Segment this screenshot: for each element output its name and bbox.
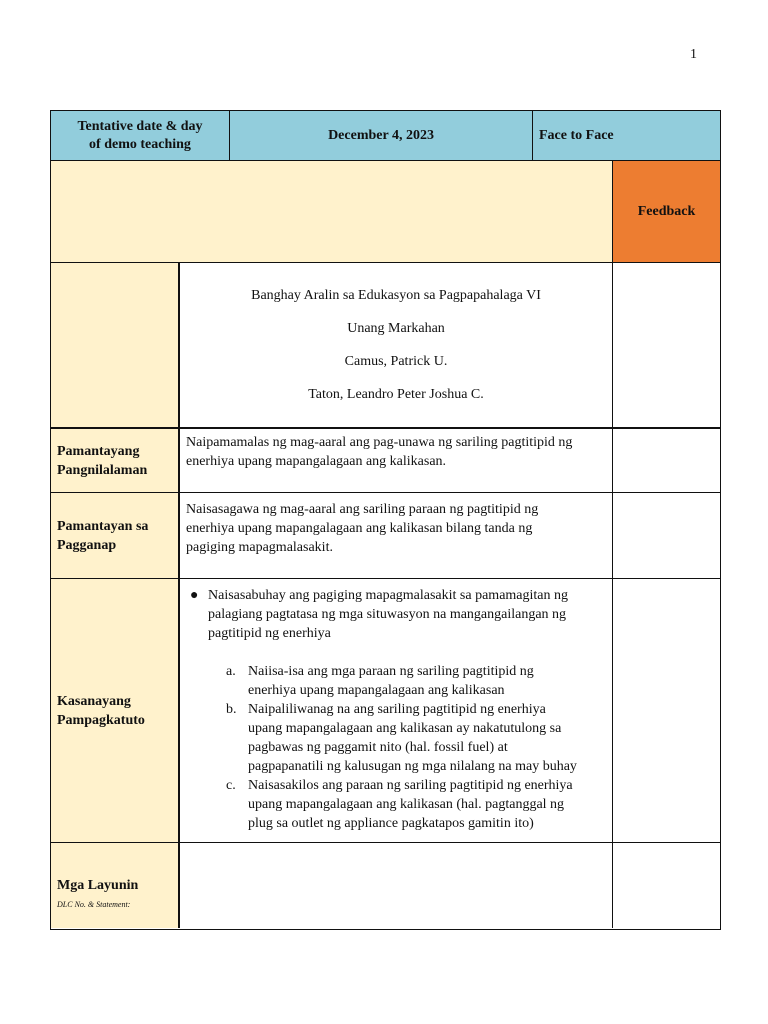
text-line: enerhiya upang mapangalagaan ang kalikasan: [248, 683, 505, 698]
sub-item-b: [186, 700, 606, 776]
feedback-cell: [612, 429, 720, 492]
bullet-icon: ●: [190, 588, 199, 603]
feedback-cell: [612, 493, 720, 578]
label-line: Pamantayan sa: [57, 518, 149, 534]
dlc-note: DLC No. & Statement:: [57, 900, 131, 909]
objectives-row: [51, 842, 720, 928]
item-letter: c.: [226, 778, 236, 793]
text-line: Naiisa-isa ang mga paraan ng sariling pagtitipid ng: [248, 664, 534, 679]
content-standard-label: [51, 429, 180, 492]
objectives-label: [51, 843, 180, 928]
lesson-plan-table: [50, 161, 721, 930]
author-1: Camus, Patrick U.: [344, 354, 448, 369]
demo-mode: Face to Face: [539, 127, 614, 143]
text-line: Naisasakilos ang paraan ng sariling pagtitipid ng enerhiya: [248, 778, 573, 793]
content-standard-text: [180, 429, 612, 492]
title-label-cell: [51, 263, 180, 427]
title-row: [51, 262, 720, 427]
learning-competency-row: [51, 578, 720, 842]
text-line: pagtitipid ng enerhiya: [208, 626, 331, 641]
label-line: Pagganap: [57, 537, 117, 553]
feedback-header: Feedback: [612, 161, 720, 262]
item-letter: b.: [226, 702, 237, 717]
header-row: [50, 110, 721, 161]
sub-item-c: [186, 776, 606, 833]
text-line: palagiang pagtatasa ng mga situwasyon na mangangailangan ng: [208, 607, 567, 622]
text-line: Naisasabuhay ang pagiging mapagmalasakit sa pamamagitan ng: [208, 588, 569, 603]
sub-item-a: [186, 662, 606, 700]
label-line: Pangnilalaman: [57, 462, 148, 478]
text-line: enerhiya upang mapangalagaan ang kalikasan.: [186, 454, 447, 469]
objectives-content: [180, 843, 612, 928]
feedback-header-row: [51, 161, 720, 262]
competency-bullet: [186, 586, 606, 643]
performance-standard-row: [51, 492, 720, 578]
text-line: plug sa outlet ng appliance pagkatapos gamitin ito): [248, 816, 534, 831]
lesson-title: Banghay Aralin sa Edukasyon sa Pagpapahalaga VI: [251, 288, 541, 303]
text-line: Naipamamalas ng mag-aaral ang pag-unawa ng sariling pagtitipid ng: [186, 435, 573, 450]
label-line: Mga Layunin: [57, 878, 139, 893]
text-line: enerhiya upang mapangalagaan ang kalikasan bilang tanda ng: [186, 521, 533, 536]
text-line: upang mapangalagaan ang kalikasan (hal. pagtanggal ng: [248, 797, 565, 812]
author-2: Taton, Leandro Peter Joshua C.: [308, 387, 484, 402]
date-label-line2: of demo teaching: [89, 136, 191, 152]
demo-date: December 4, 2023: [230, 111, 533, 160]
performance-standard-label: [51, 493, 180, 578]
date-label-cell: [51, 111, 230, 160]
label-line: Pamantayang: [57, 443, 140, 459]
text-line: pagpapanatili ng kalusugan ng mga nilalang na may buhay: [248, 759, 577, 774]
feedback-cell: [612, 579, 720, 842]
label-line: Pampagkatuto: [57, 712, 145, 728]
feedback-cell: [612, 843, 720, 928]
text-line: upang mapangalagaan ang kalikasan ay nakatutulong sa: [248, 721, 562, 736]
learning-competency-label: [51, 579, 180, 842]
title-block: [180, 263, 612, 427]
performance-standard-text: [180, 493, 612, 578]
learning-competency-text: [180, 579, 612, 842]
text-line: pagiging mapagmalasakit.: [186, 540, 333, 555]
page-number: 1: [690, 47, 697, 62]
item-letter: a.: [226, 664, 236, 679]
text-line: Naisasagawa ng mag-aaral ang sariling paraan ng pagtitipid ng: [186, 502, 539, 517]
label-line: Kasanayang: [57, 693, 131, 709]
feedback-cell: [612, 263, 720, 427]
quarter: Unang Markahan: [347, 321, 445, 336]
content-standard-row: [51, 427, 720, 492]
text-line: pagbawas ng paggamit nito (hal. fossil fuel) at: [248, 740, 508, 755]
date-label-line1: Tentative date & day: [77, 118, 203, 134]
text-line: Naipaliliwanag na ang sariling pagtitipid ng enerhiya: [248, 702, 546, 717]
